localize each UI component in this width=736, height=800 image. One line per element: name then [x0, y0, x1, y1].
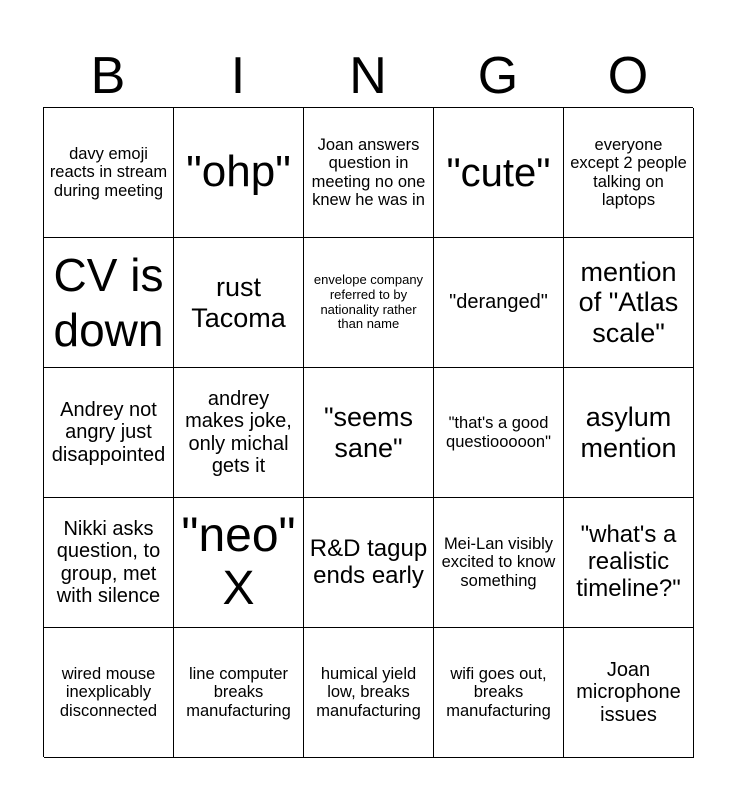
bingo-cell-r2c4[interactable]: "deranged" — [434, 238, 564, 368]
bingo-cell-r1c3[interactable]: Joan answers question in meeting no one knew he was in — [304, 108, 434, 238]
bingo-cell-r5c1[interactable]: wired mouse inexplicably disconnected — [44, 628, 174, 758]
bingo-cell-r5c4[interactable]: wifi goes out, breaks manufacturing — [434, 628, 564, 758]
bingo-cell-r4c5[interactable]: "what's a realistic timeline?" — [564, 498, 694, 628]
bingo-cell-r2c3[interactable]: envelope company referred to by nationality rather than name — [304, 238, 434, 368]
bingo-cell-r2c5[interactable]: mention of "Atlas scale" — [564, 238, 694, 368]
bingo-cell-r5c2[interactable]: line computer breaks manufacturing — [174, 628, 304, 758]
bingo-cell-r3c3[interactable]: "seems sane" — [304, 368, 434, 498]
bingo-cell-r4c3[interactable]: R&D tagup ends early — [304, 498, 434, 628]
header-letter-n: N — [349, 47, 387, 105]
bingo-cell-r3c5[interactable]: asylum mention — [564, 368, 694, 498]
header-letter-o: O — [607, 47, 649, 105]
bingo-cell-r4c4[interactable]: Mei-Lan visibly excited to know something — [434, 498, 564, 628]
bingo-cell-r2c2[interactable]: rust Tacoma — [174, 238, 304, 368]
bingo-header — [43, 44, 693, 108]
bingo-cell-r1c5[interactable]: everyone except 2 people talking on laptops — [564, 108, 694, 238]
bingo-cell-r2c1[interactable]: CV is down — [44, 238, 174, 368]
header-letter-i: I — [230, 47, 246, 105]
header-letter-g: G — [477, 47, 519, 105]
bingo-cell-r5c5[interactable]: Joan microphone issues — [564, 628, 694, 758]
header-letter-b: B — [90, 47, 126, 105]
bingo-cell-r1c4[interactable]: "cute" — [434, 108, 564, 238]
bingo-cell-r3c4[interactable]: "that's a good questiooooon" — [434, 368, 564, 498]
bingo-cell-r1c1[interactable]: davy emoji reacts in stream during meeting — [44, 108, 174, 238]
bingo-cell-r4c1[interactable]: Nikki asks question, to group, met with silence — [44, 498, 174, 628]
bingo-grid — [43, 107, 693, 757]
bingo-cell-r5c3[interactable]: humical yield low, breaks manufacturing — [304, 628, 434, 758]
bingo-cell-r1c2[interactable]: "ohp" — [174, 108, 304, 238]
bingo-cell-r3c1[interactable]: Andrey not angry just disappointed — [44, 368, 174, 498]
bingo-cell-r4c2[interactable]: "neo" X — [174, 498, 304, 628]
bingo-cell-r3c2[interactable]: andrey makes joke, only michal gets it — [174, 368, 304, 498]
